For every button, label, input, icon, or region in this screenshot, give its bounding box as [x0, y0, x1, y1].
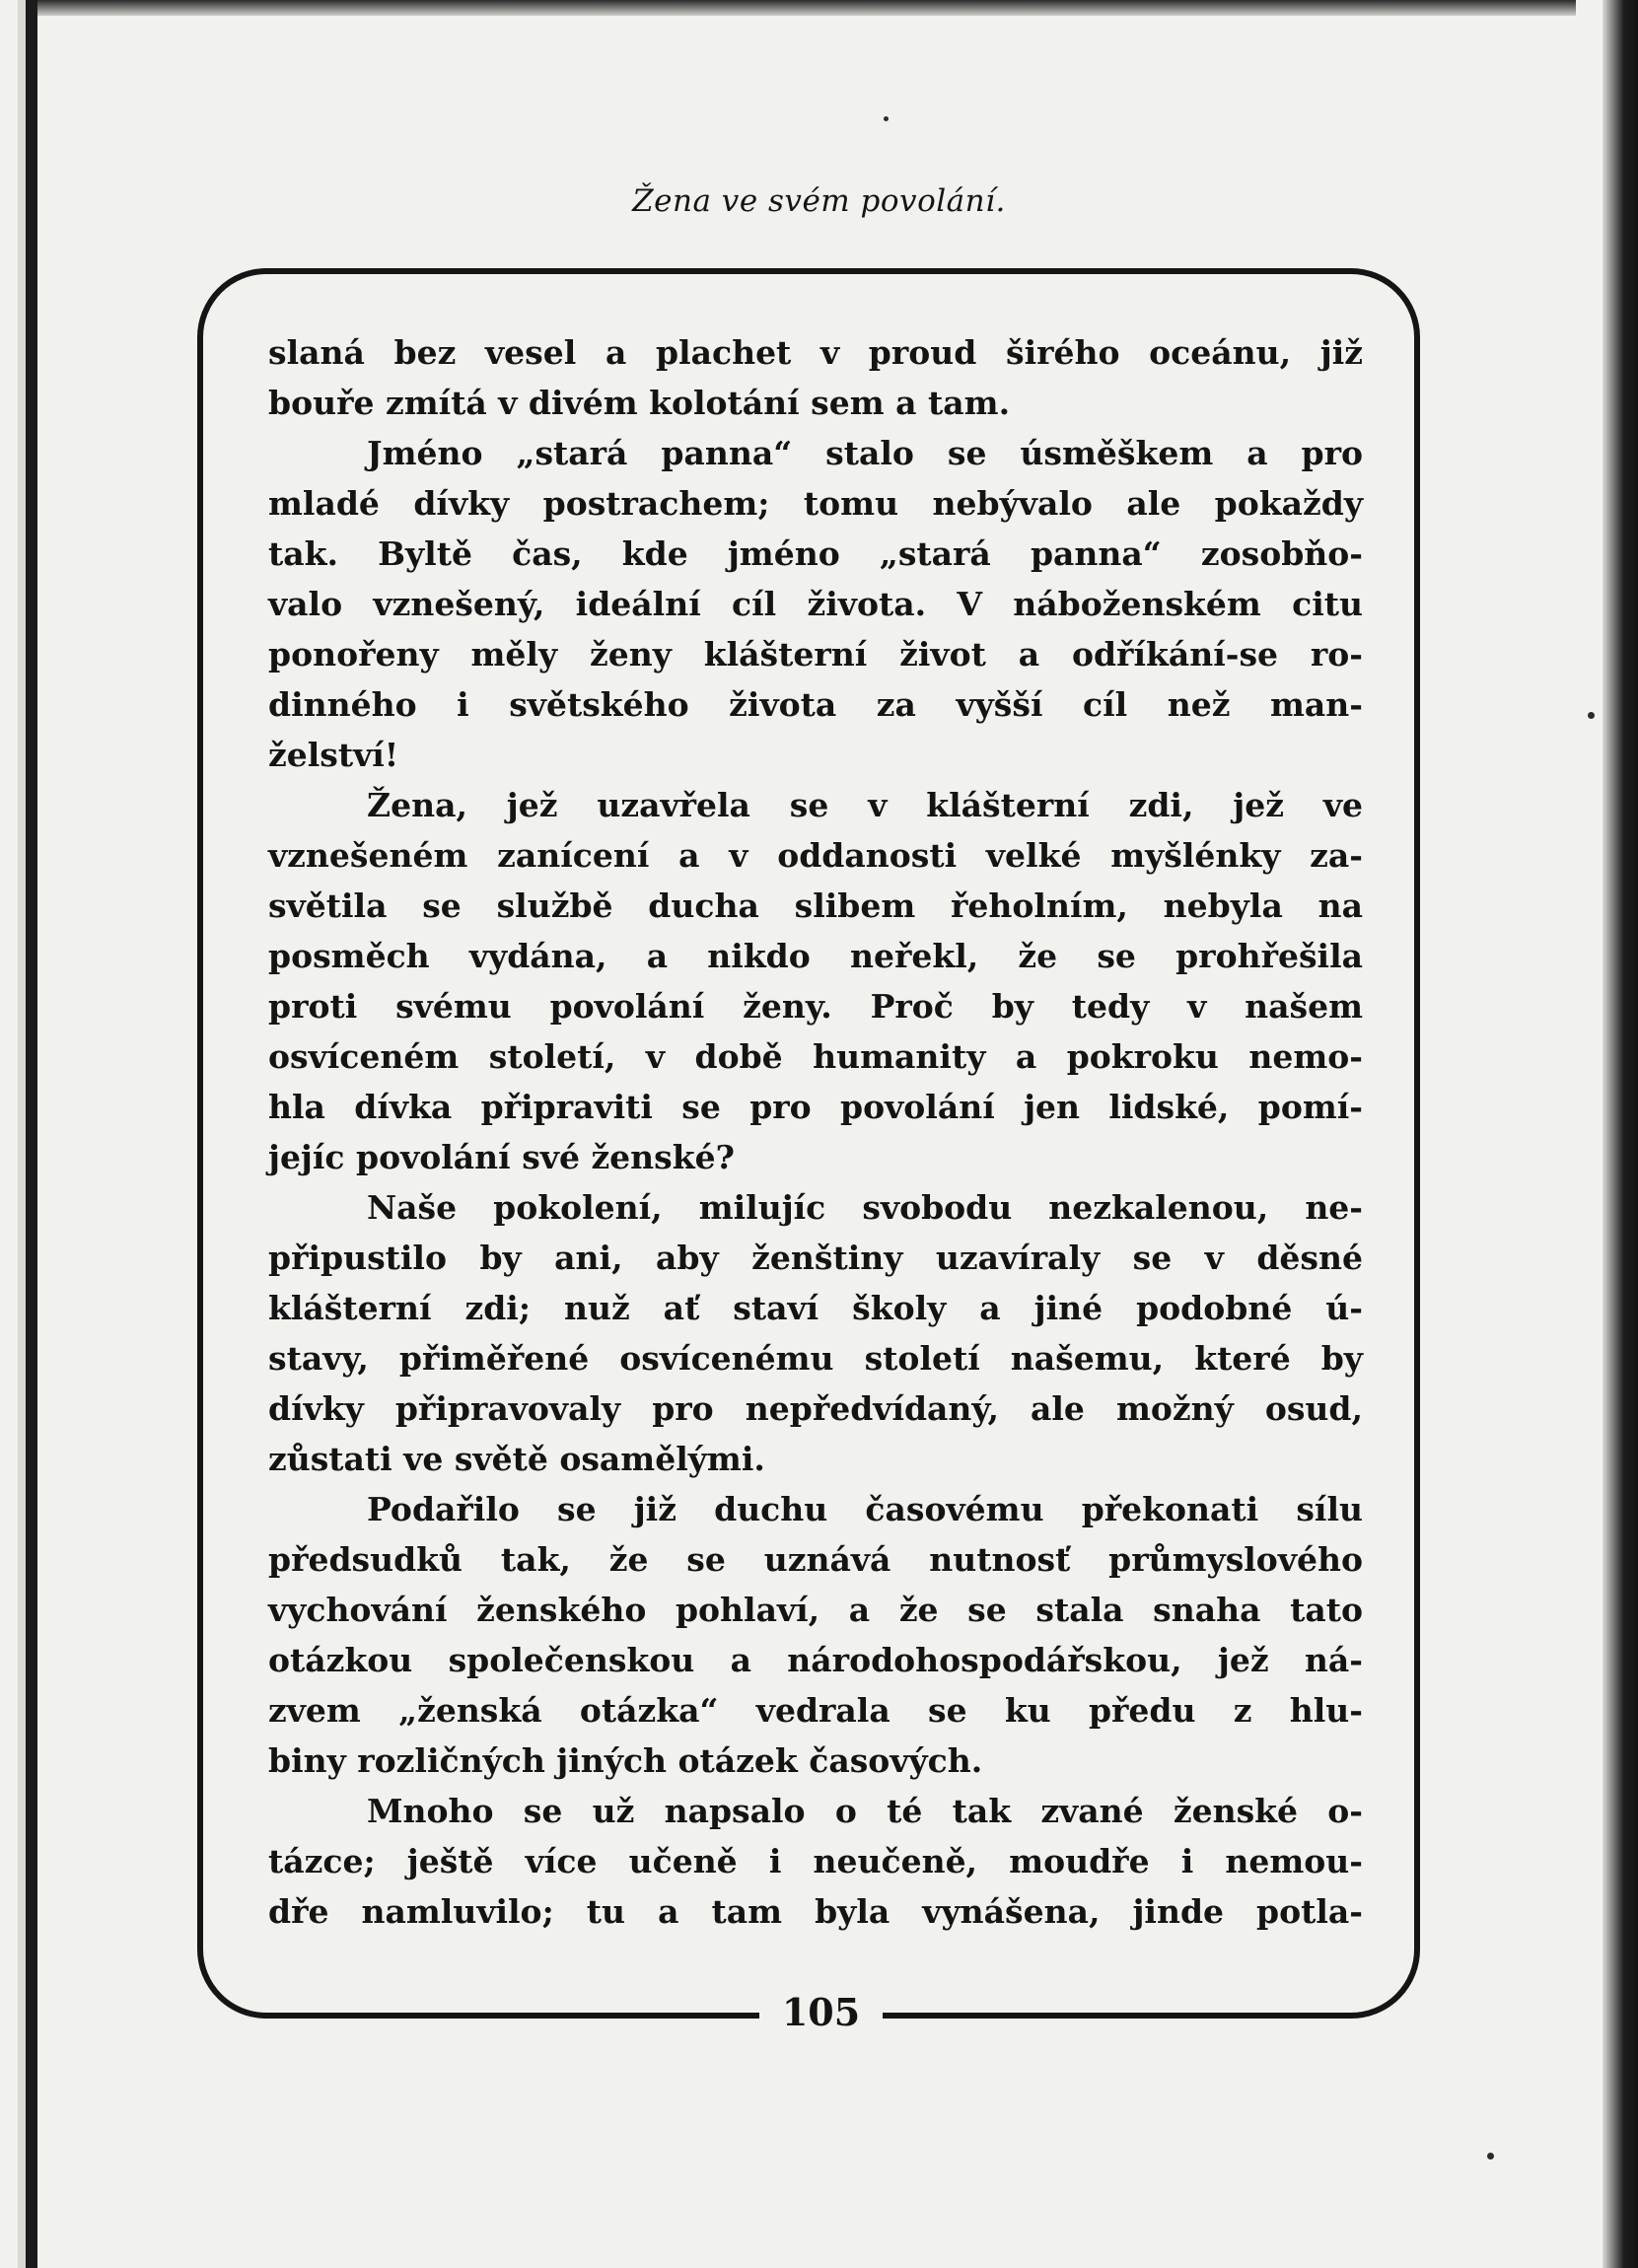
text-line: otázkou společenskou a národohospodářskou, jež ná- — [268, 1641, 1363, 1679]
text-line: hla dívka připraviti se pro povolání jen lidské, pomí- — [268, 1088, 1363, 1126]
text-line: osvíceném století, v době humanity a pokroku nemo- — [268, 1037, 1363, 1076]
text-line: biny rozličných jiných otázek časových. — [268, 1741, 983, 1780]
text-line: jejíc povolání své ženské? — [268, 1138, 735, 1176]
text-line: zůstati ve světě osamělými. — [268, 1440, 765, 1478]
text-line: Žena, jež uzavřela se v klášterní zdi, jež ve — [367, 786, 1363, 824]
text-line: předsudků tak, že se uznává nutnosť průmyslového — [268, 1540, 1363, 1579]
text-line: vychování ženského pohlaví, a že se stala snaha tato — [268, 1591, 1363, 1629]
right-edge-shadow — [1602, 0, 1638, 2268]
page-number: 105 — [781, 1990, 861, 2034]
print-speck — [1588, 712, 1595, 719]
print-speck — [884, 116, 889, 121]
text-line: dinného i světského života za vyšší cíl než man- — [268, 685, 1363, 724]
text-line: bouře zmítá v divém kolotání sem a tam. — [268, 384, 1011, 422]
text-line: zvem „ženská otázka“ vedrala se ku předu z hlu- — [268, 1691, 1363, 1730]
text-line: dívky připravovaly pro nepředvídaný, ale možný osud, — [268, 1389, 1363, 1428]
text-line: Jméno „stará panna“ stalo se úsměškem a pro — [367, 434, 1363, 472]
print-speck — [1487, 2153, 1494, 2160]
top-edge-shadow — [37, 0, 1576, 16]
text-line: valo vznešený, ideální cíl života. V náboženském citu — [268, 585, 1363, 623]
text-line: posměch vydána, a nikdo neřekl, že se prohřešila — [268, 937, 1363, 975]
text-line: Podařilo se již duchu časovému překonati sílu — [367, 1490, 1363, 1528]
text-line: připustilo by ani, aby ženštiny uzavíraly se v děsné — [268, 1239, 1363, 1277]
text-line: stavy, přiměřené osvícenému století našemu, které by — [268, 1339, 1363, 1378]
page-spine-shadow — [18, 0, 37, 2268]
running-head: Žena ve svém povolání. — [632, 183, 1006, 219]
text-line: klášterní zdi; nuž ať staví školy a jiné podobné ú- — [268, 1289, 1363, 1327]
text-line: ponořeny měly ženy klášterní život a odříkání-se ro- — [268, 635, 1363, 673]
spine-highlight — [18, 0, 26, 2268]
text-line: slaná bez vesel a plachet v proud širého oceánu, již — [268, 333, 1363, 372]
text-line: tázce; ještě více učeně i neučeně, moudře i nemou- — [268, 1842, 1363, 1880]
text-line: mladé dívky postrachem; tomu nebývalo ale pokaždy — [268, 484, 1363, 523]
body-text — [268, 327, 1363, 1937]
text-line: Mnoho se už napsalo o té tak zvané ženské o- — [367, 1792, 1363, 1830]
text-line: dře namluvilo; tu a tam byla vynášena, jinde potla- — [268, 1892, 1363, 1931]
text-line: tak. Byltě čas, kde jméno „stará panna“ zosobňo- — [268, 534, 1363, 573]
text-line: proti svému povolání ženy. Proč by tedy v našem — [268, 987, 1363, 1026]
text-line: světila se službě ducha slibem řeholním, nebyla na — [268, 886, 1363, 925]
text-line: želství! — [268, 736, 399, 774]
text-line: Naše pokolení, milujíc svobodu nezkalenou, ne- — [367, 1188, 1363, 1227]
text-line: vznešeném zanícení a v oddanosti velké myšlénky za- — [268, 836, 1363, 875]
